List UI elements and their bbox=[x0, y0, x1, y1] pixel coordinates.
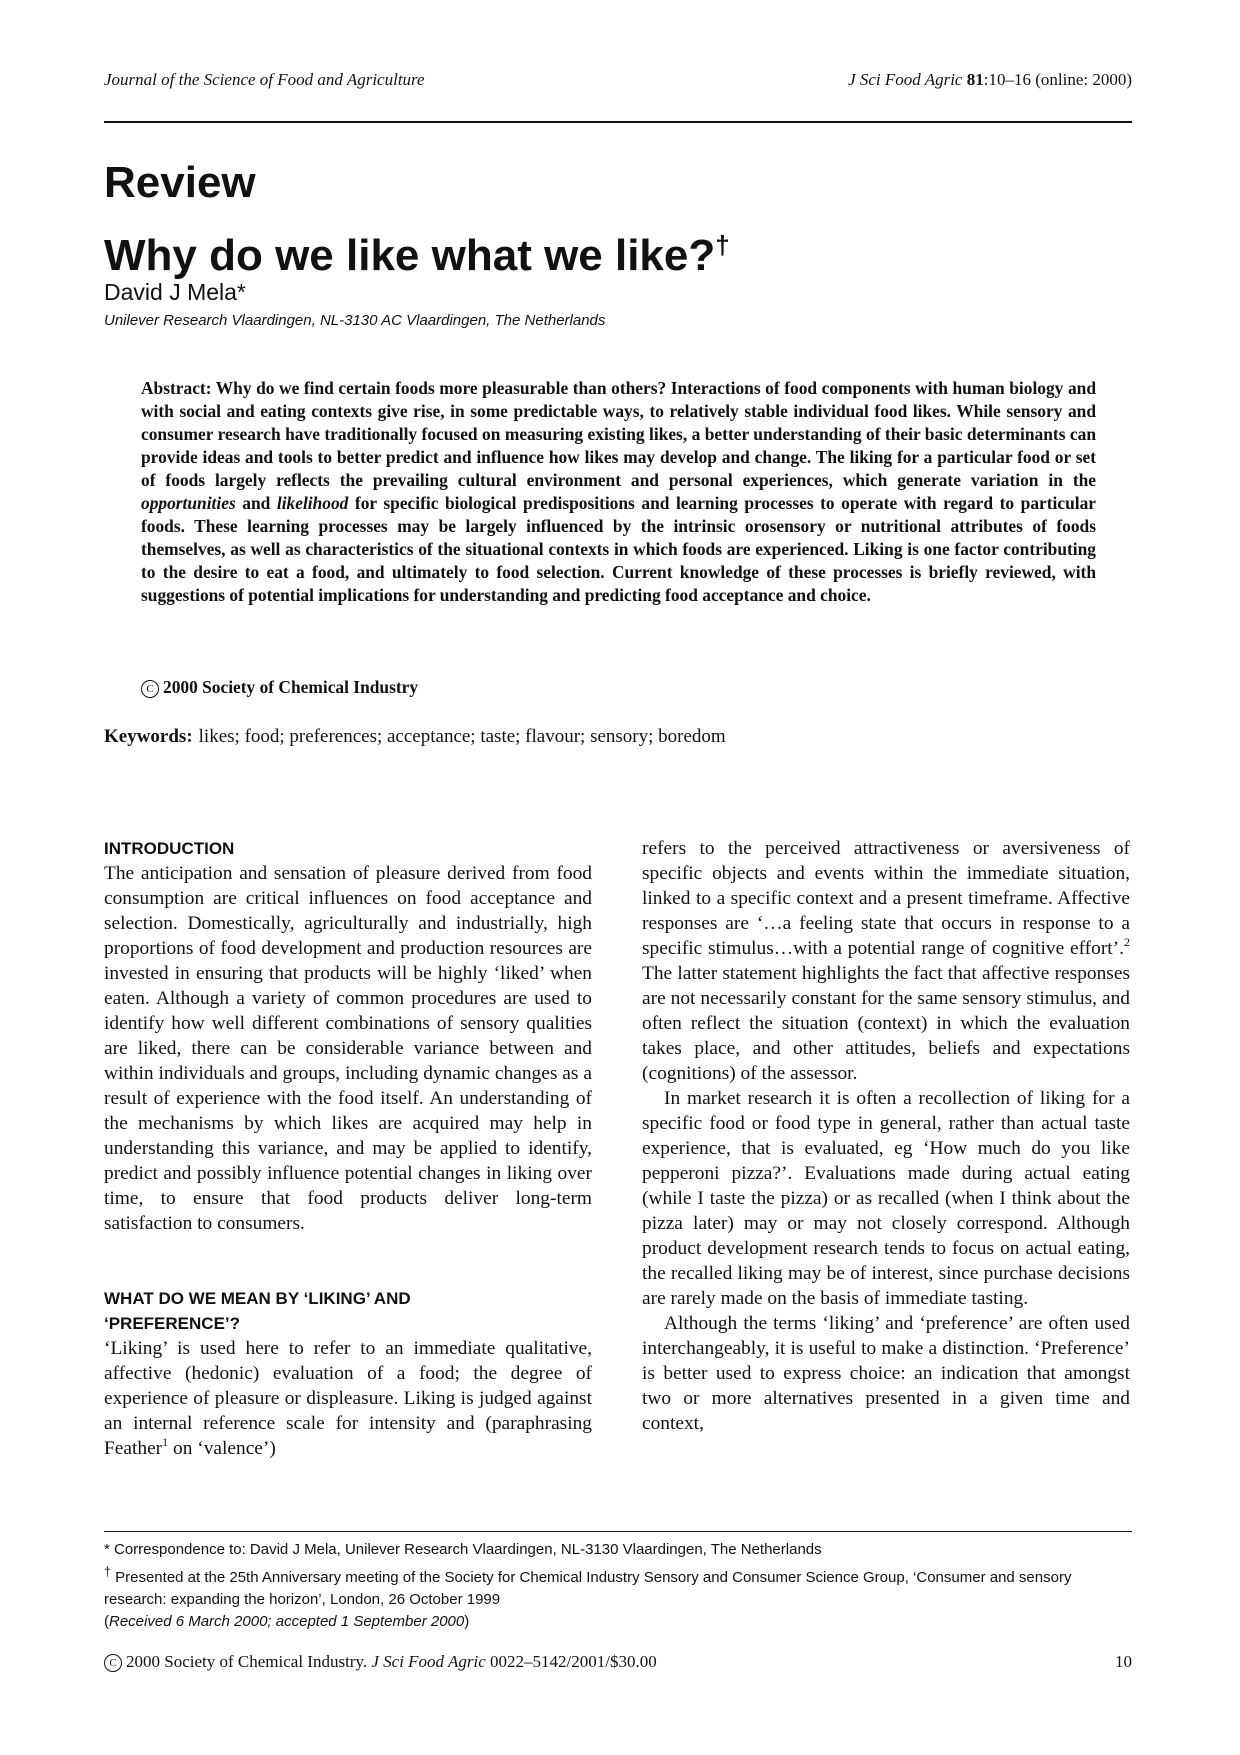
affiliation: Unilever Research Vlaardingen, NL-3130 AC Vlaardingen, The Netherlands bbox=[104, 312, 606, 329]
section-heading-liking-line-2: ‘PREFERENCE’? bbox=[104, 1314, 241, 1333]
intro-paragraph: The anticipation and sensation of pleasure derived from food consumption are critical influences on food acceptance and selection. Domestically, agriculturally and industrially, high proportions of food development and production resources are invested in ensuring that products will be highly ‘liked’ when eaten. Although a variety of common procedures are used to identify how well different combinations of sensory qualities are liked, there can be considerable variance between and within individuals and groups, including dynamic changes as a result of experience with the food itself. An understanding of the mechanisms by which likes are acquired may help in understanding this variance, and may be applied to identify, predict and possibly influence potential changes in liking over time, to ensure that food products deliver long-term satisfaction to consumers. bbox=[104, 863, 592, 1234]
abstract bbox=[141, 377, 1096, 607]
section-heading-liking bbox=[104, 1286, 592, 1336]
liking-paragraph-text: ‘Liking’ is used here to refer to an immediate qualitative, affective (hedonic) evaluation of a food; the degree of experience of pleasure or displeasure. Liking is judged against an internal reference scale for intensity and (paraphrasing Feather bbox=[104, 1338, 592, 1459]
liking-paragraph-end: on ‘valence’) bbox=[168, 1438, 276, 1459]
footnote-correspondence: * Correspondence to: David J Mela, Unilever Research Vlaardingen, NL-3130 Vlaardingen, The Netherlands bbox=[104, 1541, 822, 1558]
journal-name: Journal of the Science of Food and Agriculture bbox=[104, 70, 425, 89]
page-number: 10 bbox=[1115, 1652, 1132, 1671]
footer-copyright-text: 2000 Society of Chemical Industry. bbox=[126, 1652, 368, 1671]
article-title-text: Why do we like what we like? bbox=[104, 231, 716, 280]
right-paragraph-3: Although the terms ‘liking’ and ‘preference’ are often used interchangeably, it is useful to make a distinction. ‘Preference’ is better used to express choice: an indication that amongst two or more alternatives presented in a given time and context, bbox=[642, 1313, 1130, 1434]
abstract-emphasis-1: opportunities bbox=[141, 493, 236, 513]
footnotes bbox=[104, 1539, 1132, 1633]
footer-copyright bbox=[104, 1652, 657, 1672]
author: David J Mela* bbox=[104, 279, 246, 305]
citation bbox=[848, 70, 1132, 90]
liking-paragraph bbox=[104, 1336, 592, 1461]
right-paragraph-2: In market research it is often a recollection of liking for a specific food or food type in general, rather than actual taste experience, that is evaluated, eg ‘How much do you like pepperoni pizza?’. Evaluations made during actual eating (while I taste the pizza) or as recalled (when I think about the pizza later) may or may not closely correspond. Although product development research tends to focus on actual eating, the recalled liking may be of interest, since purchase decisions are rarely made on the basis of immediate tasting. bbox=[642, 1088, 1130, 1309]
footnote-presented-text: Presented at the 25th Anniversary meeting of the Society for Chemical Industry Sensory and Consumer Science Group, ‘Consumer and sensory research: expanding the horizon’, London, 26 October 1999 bbox=[104, 1569, 1072, 1608]
abstract-copyright-text: 2000 Society of Chemical Industry bbox=[163, 677, 419, 697]
reference-marker: 1 bbox=[162, 1435, 169, 1449]
citation-volume: 81 bbox=[966, 70, 984, 89]
footnote-received: (Received 6 March 2000; accepted 1 September 2000) bbox=[104, 1613, 470, 1630]
section-heading-introduction: INTRODUCTION bbox=[104, 839, 235, 858]
keywords bbox=[104, 726, 726, 748]
abstract-emphasis-2: likelihood bbox=[276, 493, 349, 513]
article-type: Review bbox=[104, 158, 256, 207]
footer-journal-abbr: J Sci Food Agric bbox=[371, 1652, 486, 1671]
footnote-presented bbox=[104, 1561, 1132, 1611]
abstract-part-1: Abstract: Why do we find certain foods more pleasurable than others? Interactions of food components with human biology and with social and eating contexts give rise, in some predictable ways, to relatively stable individual food likes. While sensory and consumer research have traditionally focused on measuring existing likes, a better understanding of their basic determinants can provide ideas and tools to better predict and influence how likes may develop and change. The liking for a particular food or set of foods largely reflects the prevailing cultural environment and personal experiences, which generate variation in the bbox=[141, 378, 1096, 490]
citation-abbr: J Sci Food Agric bbox=[848, 70, 963, 89]
footnote-divider bbox=[104, 1531, 1132, 1532]
keywords-label: Keywords: bbox=[104, 726, 193, 747]
abstract-part-2: and bbox=[235, 493, 277, 513]
reference-marker: 2 bbox=[1124, 935, 1130, 949]
footnote-received-text: Received 6 March 2000; accepted 1 September 2000 bbox=[109, 1613, 465, 1630]
abstract-copyright bbox=[141, 677, 418, 698]
footer-issn: 0022–5142/2001/$30.00 bbox=[490, 1652, 657, 1671]
body-column-left bbox=[104, 836, 592, 1461]
header-divider bbox=[104, 121, 1132, 123]
title-footnote-mark: † bbox=[715, 230, 730, 260]
copyright-icon: C bbox=[104, 1654, 122, 1672]
section-spacer bbox=[104, 1236, 592, 1286]
right-paragraph-1b: The latter statement highlights the fact that affective responses are not necessarily constant for the same sensory stimulus, and often reflect the situation (context) in which the evaluation takes place, and other attitudes, beliefs and expectations (cognitions) of the assessor. bbox=[642, 963, 1130, 1084]
article-title bbox=[104, 218, 730, 283]
body-column-right bbox=[642, 836, 1130, 1436]
footnote-mark: † bbox=[104, 1565, 111, 1579]
section-heading-liking-line-1: WHAT DO WE MEAN BY ‘LIKING’ AND bbox=[104, 1289, 411, 1308]
right-paragraph-1a: refers to the perceived attractiveness or aversiveness of specific objects and events within the immediate situation, linked to a specific context and a present timeframe. Affective responses are ‘…a feeling state that occurs in response to a specific stimulus…with a potential range of cognitive effort’. bbox=[642, 838, 1130, 959]
citation-pages: :10–16 (online: 2000) bbox=[983, 70, 1132, 89]
abstract-part-3: for specific biological predispositions and learning processes to operate with regard to particular foods. These learning processes may be largely influenced by the intrinsic orosensory or nutritional attributes of foods themselves, as well as characteristics of the situational contexts in which foods are experienced. Liking is one factor contributing to the desire to eat a food, and ultimately to food selection. Current knowledge of these processes is briefly reviewed, with suggestions of potential implications for understanding and predicting food acceptance and choice. bbox=[141, 493, 1096, 605]
abstract-text bbox=[141, 377, 1096, 607]
keywords-list: likes; food; preferences; acceptance; taste; flavour; sensory; boredom bbox=[198, 726, 726, 747]
right-paragraph-1 bbox=[642, 836, 1130, 1086]
running-head bbox=[104, 70, 1132, 94]
copyright-icon: C bbox=[141, 680, 159, 698]
